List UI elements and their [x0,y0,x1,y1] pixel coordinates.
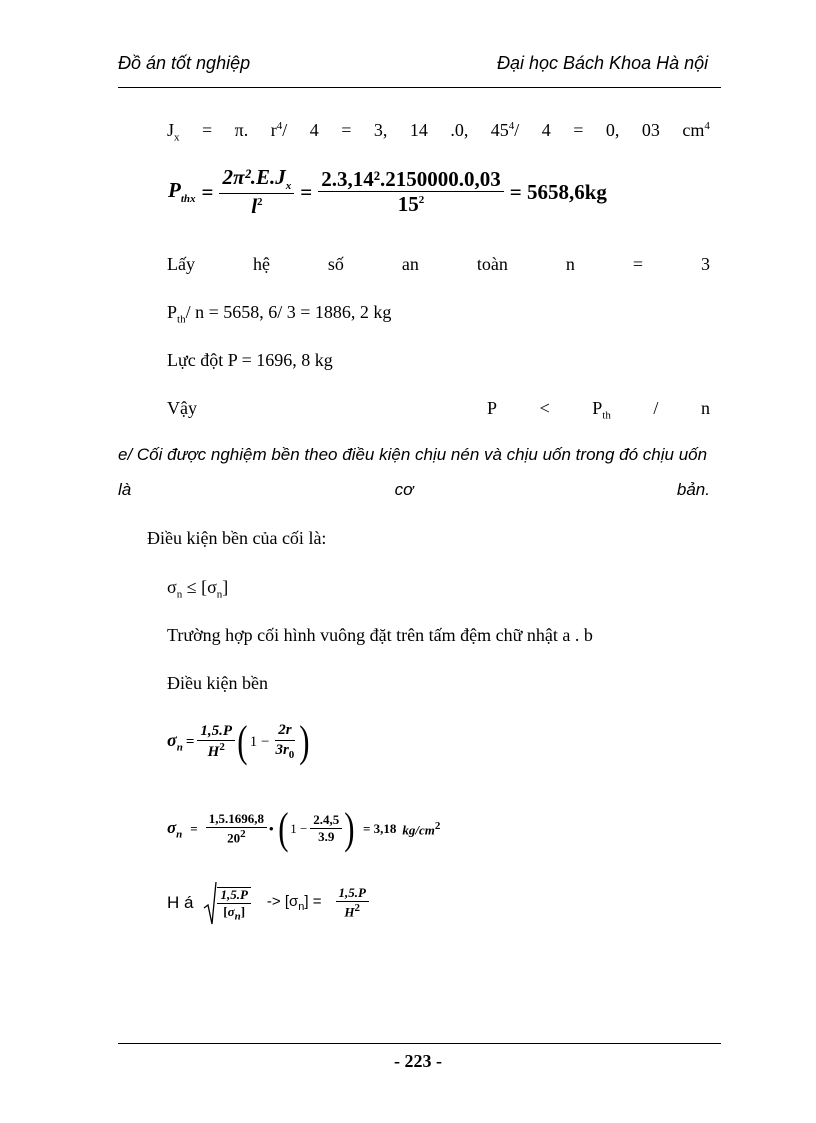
pthx-fraction-2: $\frac{\text{2.3,14².2150000.0,03}}{15^2}$ [318,167,504,217]
header-right: Đại học Bách Khoa Hà nội [497,53,709,73]
header-rule [118,87,721,88]
jx-token: 14 [409,120,428,140]
jx-equation [167,120,710,144]
jx-token: $45^4/$ [490,120,520,140]
jx-token: 03 [641,120,660,140]
force-line: Lực đột P = 1696, 8 kg [167,350,333,370]
jx-token: π. [234,120,249,140]
sqrt-fraction: $\frac{1,5.P}{[\sigma_n]}$ [217,887,250,924]
sigma-calculation: $\sigma_n$ = $\frac{1,5.1696,8}{20^2}$ • ( 1 − $\frac{2.4,5}{3.9}$ ) = 3,18 $kg/cm^2$ [167,804,441,853]
strength-label: Điều kiện bền [167,673,268,693]
sigma-condition: $\sigma_n \le [\sigma_n]$ [167,577,229,601]
jx-token: = [202,120,213,140]
h-formula: H á $\frac{1,5.P}{[\sigma_n]}$ -> $[\sigma_n]$ = $\frac{1,5.P}{H^2}$ [167,880,369,926]
square-die-case: Trường hợp cối hình vuông đặt trên tấm đệm chữ nhật a . b [167,625,593,645]
sigma-calc-inner-fraction: $\frac{2.4,5}{3.9}$ [310,813,342,845]
safety-factor-line: Lấy hệ số an toàn n = 3 [167,254,710,274]
jx-token: 4 [541,120,551,140]
jx-token: = [573,120,584,140]
pthx-formula: $P_{thx}$ = $\frac{2\pi^2.E.J_x}{l^2}$ = $\frac{\text{2.3,14².2150000.0,03}}{15^2}$ = 5658,6kg [168,165,607,218]
jx-token: 0, [605,120,620,140]
sigma-fraction: $\frac{1,5.P}{H^2}$ [197,723,235,761]
jx-token: .0, [450,120,469,140]
pth-n-line: $P_{th}/$ n = 5658, 6/ 3 = 1886, 2 kg [167,302,392,326]
sigma-inner-fraction: $\frac{2r}{3r_0}$ [275,722,295,761]
italic-paragraph-line-2: là cơ bản. [118,480,710,499]
pthx-lhs: $P_{thx}$ [168,178,196,206]
sigma-calc-fraction: $\frac{1,5.1696,8}{20^2}$ [206,812,267,846]
strength-condition-heading: Điều kiện bền của cối là: [147,528,327,548]
conclusion-label: Vậy [167,398,197,418]
conclusion-inequality: P < $P_{th}$ / n [487,398,710,422]
sqrt-sign [203,880,217,926]
jx-token: 4 [309,120,319,140]
jx-symbol: $J_x$ [167,120,180,144]
jx-unit: $cm^4$ [682,120,710,140]
jx-token: 3, [373,120,388,140]
sigma-formula: $\sigma_n$ = $\frac{1,5.P}{H^2}$ ( 1 − $\frac{2r}{3r_0}$ ) [167,717,310,766]
pthx-fraction-1: $\frac{2\pi^2.E.J_x}{l^2}$ [219,165,294,219]
footer-rule [118,1043,721,1044]
header-left: Đồ án tốt nghiệp [118,53,251,73]
italic-paragraph-line-1: e/ Cối được nghiệm bền theo điều kiện chịu nén và chịu uốn trong đó chịu uốn [118,445,708,464]
jx-token: $r^4/$ [270,120,288,140]
page-number: - 223 - [394,1051,442,1071]
pthx-result: = 5658,6kg [509,179,607,204]
h-fraction: $\frac{1,5.P}{H^2}$ [336,886,369,920]
jx-token: = [341,120,352,140]
